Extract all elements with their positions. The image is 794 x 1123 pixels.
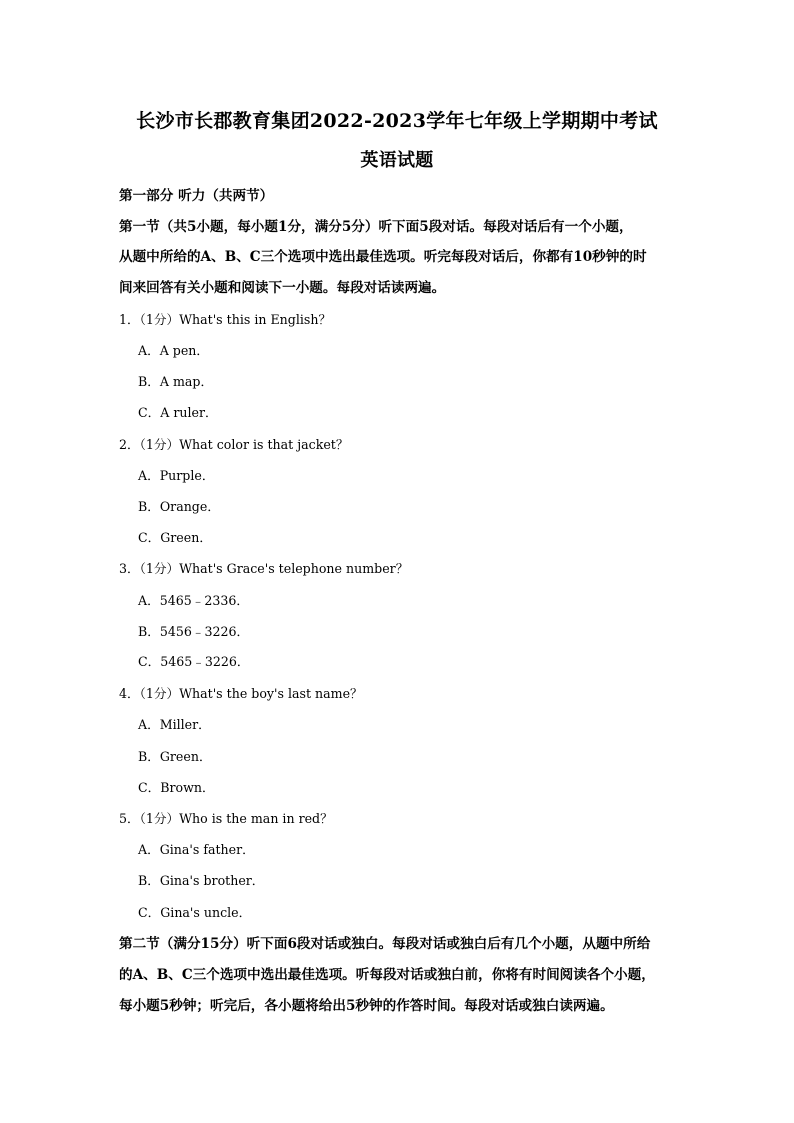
question-option: B．Orange． bbox=[138, 499, 220, 514]
exam-title: 长沙市长郡教育集团2022-2023学年七年级上学期期中考试 bbox=[136, 110, 658, 132]
section2-intro-line: 第二节（满分15分）听下面6段对话或独白。每段对话或独白后有几个小题，从题中所给 bbox=[119, 936, 651, 952]
question-stem: 3．（1分）What's Grace's telephone number？ bbox=[119, 561, 409, 576]
question-stem: 2．（1分）What color is that jacket？ bbox=[119, 437, 349, 452]
section2-intro-line: 每小题5秒钟；听完后，各小题将给出5秒钟的作答时间。每段对话或独白读两遍。 bbox=[119, 998, 614, 1014]
question-stem: 4．（1分）What's the boy's last name？ bbox=[119, 686, 363, 701]
question-option: C．A ruler． bbox=[138, 405, 218, 420]
question-option: C．5465﹣3226． bbox=[138, 654, 250, 669]
question-option: C．Green． bbox=[138, 530, 212, 545]
question-option: B．A map． bbox=[138, 374, 214, 389]
question-option: B．Gina's brother． bbox=[138, 873, 265, 888]
question-option: A．A pen． bbox=[138, 343, 210, 358]
question-option: A．5465﹣2336． bbox=[138, 593, 249, 608]
question-option: B．5456﹣3226． bbox=[138, 624, 250, 639]
section1-intro-line: 从题中所给的A、B、C三个选项中选出最佳选项。听完每段对话后，你都有10秒钟的时 bbox=[119, 249, 647, 265]
question-option: A．Purple． bbox=[138, 468, 215, 483]
section1-intro-line: 间来回答有关小题和阅读下一小题。每段对话读两遍。 bbox=[119, 280, 446, 296]
question-stem: 5．（1分）Who is the man in red？ bbox=[119, 811, 333, 826]
section1-intro-line: 第一节（共5小题，每小题1分，满分5分）听下面5段对话。每段对话后有一个小题， bbox=[119, 219, 633, 235]
section2-intro-line: 的A、B、C三个选项中选出最佳选项。听每段对话或独白前，你将有时间阅读各个小题， bbox=[119, 967, 655, 983]
question-option: C．Gina's uncle． bbox=[138, 905, 252, 920]
part1-heading: 第一部分 听力（共两节） bbox=[119, 188, 274, 204]
question-option: A．Miller． bbox=[138, 717, 211, 732]
question-stem: 1．（1分）What's this in English？ bbox=[119, 312, 332, 327]
question-option: A．Gina's father． bbox=[138, 842, 255, 857]
question-option: B．Green． bbox=[138, 749, 212, 764]
exam-subtitle: 英语试题 bbox=[360, 150, 434, 171]
question-option: C．Brown． bbox=[138, 780, 215, 795]
